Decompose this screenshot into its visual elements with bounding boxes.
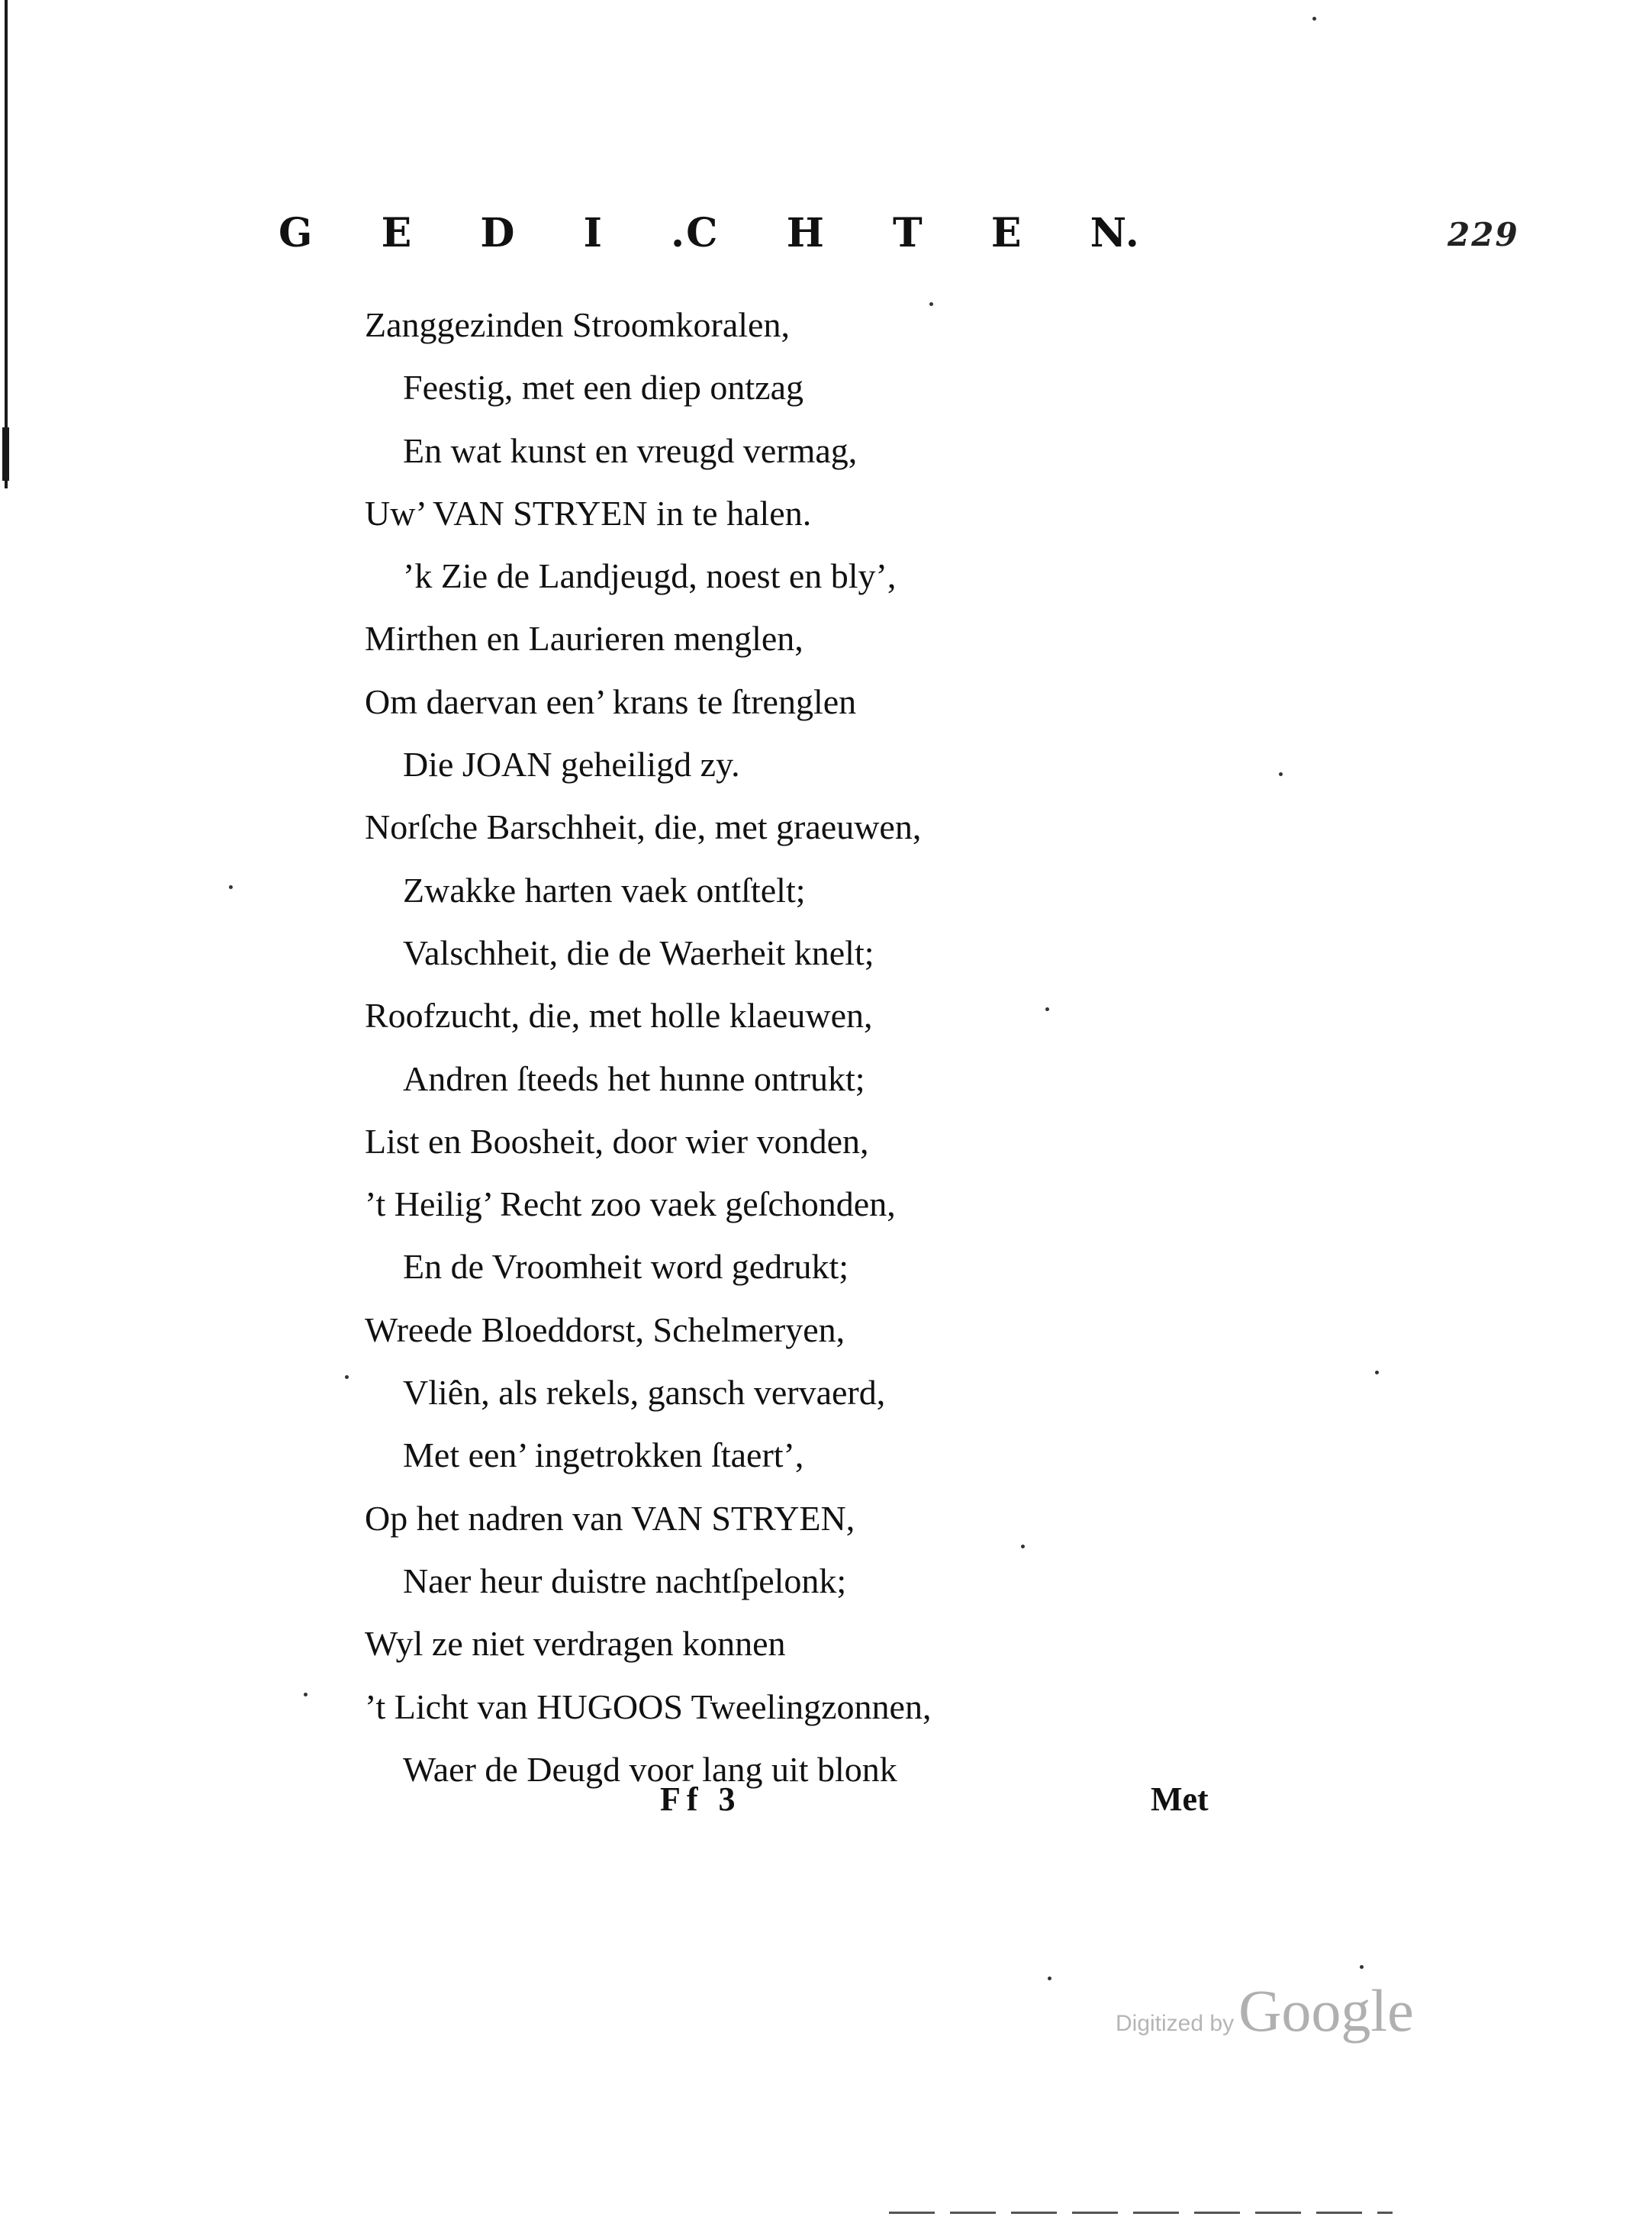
scan-speck xyxy=(1279,772,1283,776)
title-letter: E xyxy=(381,210,414,256)
poem-line: Uw’ VAN STRYEN in te halen. xyxy=(365,493,812,533)
title-letter: D xyxy=(480,210,517,256)
poem-line: List en Boosheit, door wier vonden, xyxy=(365,1121,869,1161)
scan-speck xyxy=(229,885,233,889)
scan-speck xyxy=(304,1693,308,1696)
running-title xyxy=(279,210,1141,256)
title-letter: N. xyxy=(1090,210,1141,256)
poem-line: Die JOAN geheiligd zy. xyxy=(403,745,740,785)
poem-body xyxy=(365,294,1357,1801)
poem-line: Valschheit, die de Waerheit knelt; xyxy=(403,933,874,972)
digitized-watermark xyxy=(1116,1977,1414,2045)
scan-speck xyxy=(345,1375,349,1379)
poem-line: Vliên, als rekels, gansch vervaerd, xyxy=(403,1373,886,1413)
page-footer xyxy=(0,1772,1652,1833)
poem-line: Waer de Deugd voor lang uit blonk xyxy=(403,1749,897,1789)
poem-line: Roofzucht, die, met holle klaeuwen, xyxy=(365,996,873,1036)
title-letter: I xyxy=(583,210,604,256)
scan-speck xyxy=(1048,1977,1051,1980)
running-header xyxy=(279,210,1519,279)
poem-line: Naer heur duistre nachtſpelonk; xyxy=(403,1561,847,1600)
poem-line: ’t Licht van HUGOOS Tweelingzonnen, xyxy=(365,1687,932,1726)
poem-line: ’t Heilig’ Recht zoo vaek geſchonden, xyxy=(365,1184,896,1224)
title-letter: E xyxy=(990,210,1023,256)
title-letter: G xyxy=(279,210,314,256)
poem-line: Feestig, met een diep ontzag xyxy=(403,368,804,408)
title-letter: .C xyxy=(671,210,720,256)
poem-line: Zanggezinden Stroomkoralen, xyxy=(365,305,790,344)
watermark-brand: Google xyxy=(1238,1977,1414,2044)
page-edge-shadow xyxy=(5,0,8,488)
scan-speck xyxy=(1045,1007,1049,1011)
title-letter: H xyxy=(786,210,826,256)
poem-line: Om daervan een’ krans te ſtrenglen xyxy=(365,681,857,721)
poem-line: Op het nadren van VAN STRYEN, xyxy=(365,1498,855,1538)
bottom-scan-rule xyxy=(889,2212,1393,2214)
poem-line: ’k Zie de Landjeugd, noest en bly’, xyxy=(403,556,897,596)
poem-line: Met een’ ingetrokken ſtaert’, xyxy=(403,1435,804,1475)
poem-line: Mirthen en Laurieren menglen, xyxy=(365,619,803,659)
watermark-prefix: Digitized by xyxy=(1116,2011,1235,2036)
page-number: 229 xyxy=(1448,216,1519,253)
poem-line: En de Vroomheit word gedrukt; xyxy=(403,1247,849,1287)
poem-line: Wyl ze niet verdragen konnen xyxy=(365,1624,786,1664)
scan-speck xyxy=(1021,1545,1025,1548)
poem-line: Zwakke harten vaek ontſtelt; xyxy=(403,870,806,910)
page-edge-mark xyxy=(2,427,9,481)
scan-speck xyxy=(1360,1965,1364,1969)
scan-speck xyxy=(1375,1371,1379,1374)
scan-speck xyxy=(929,302,933,306)
poem-line: Wreede Bloeddorst, Schelmeryen, xyxy=(365,1310,845,1349)
poem-line: En wat kunst en vreugd vermag, xyxy=(403,430,858,470)
poem-line: Andren ſteeds het hunne ontrukt; xyxy=(403,1058,865,1098)
poem-line: Norſche Barschheit, die, met graeuwen, xyxy=(365,807,922,847)
signature-mark: Ff 3 xyxy=(660,1780,742,1818)
catchword: Met xyxy=(1151,1780,1209,1818)
scan-speck xyxy=(1312,17,1316,21)
title-letter: T xyxy=(892,210,924,256)
